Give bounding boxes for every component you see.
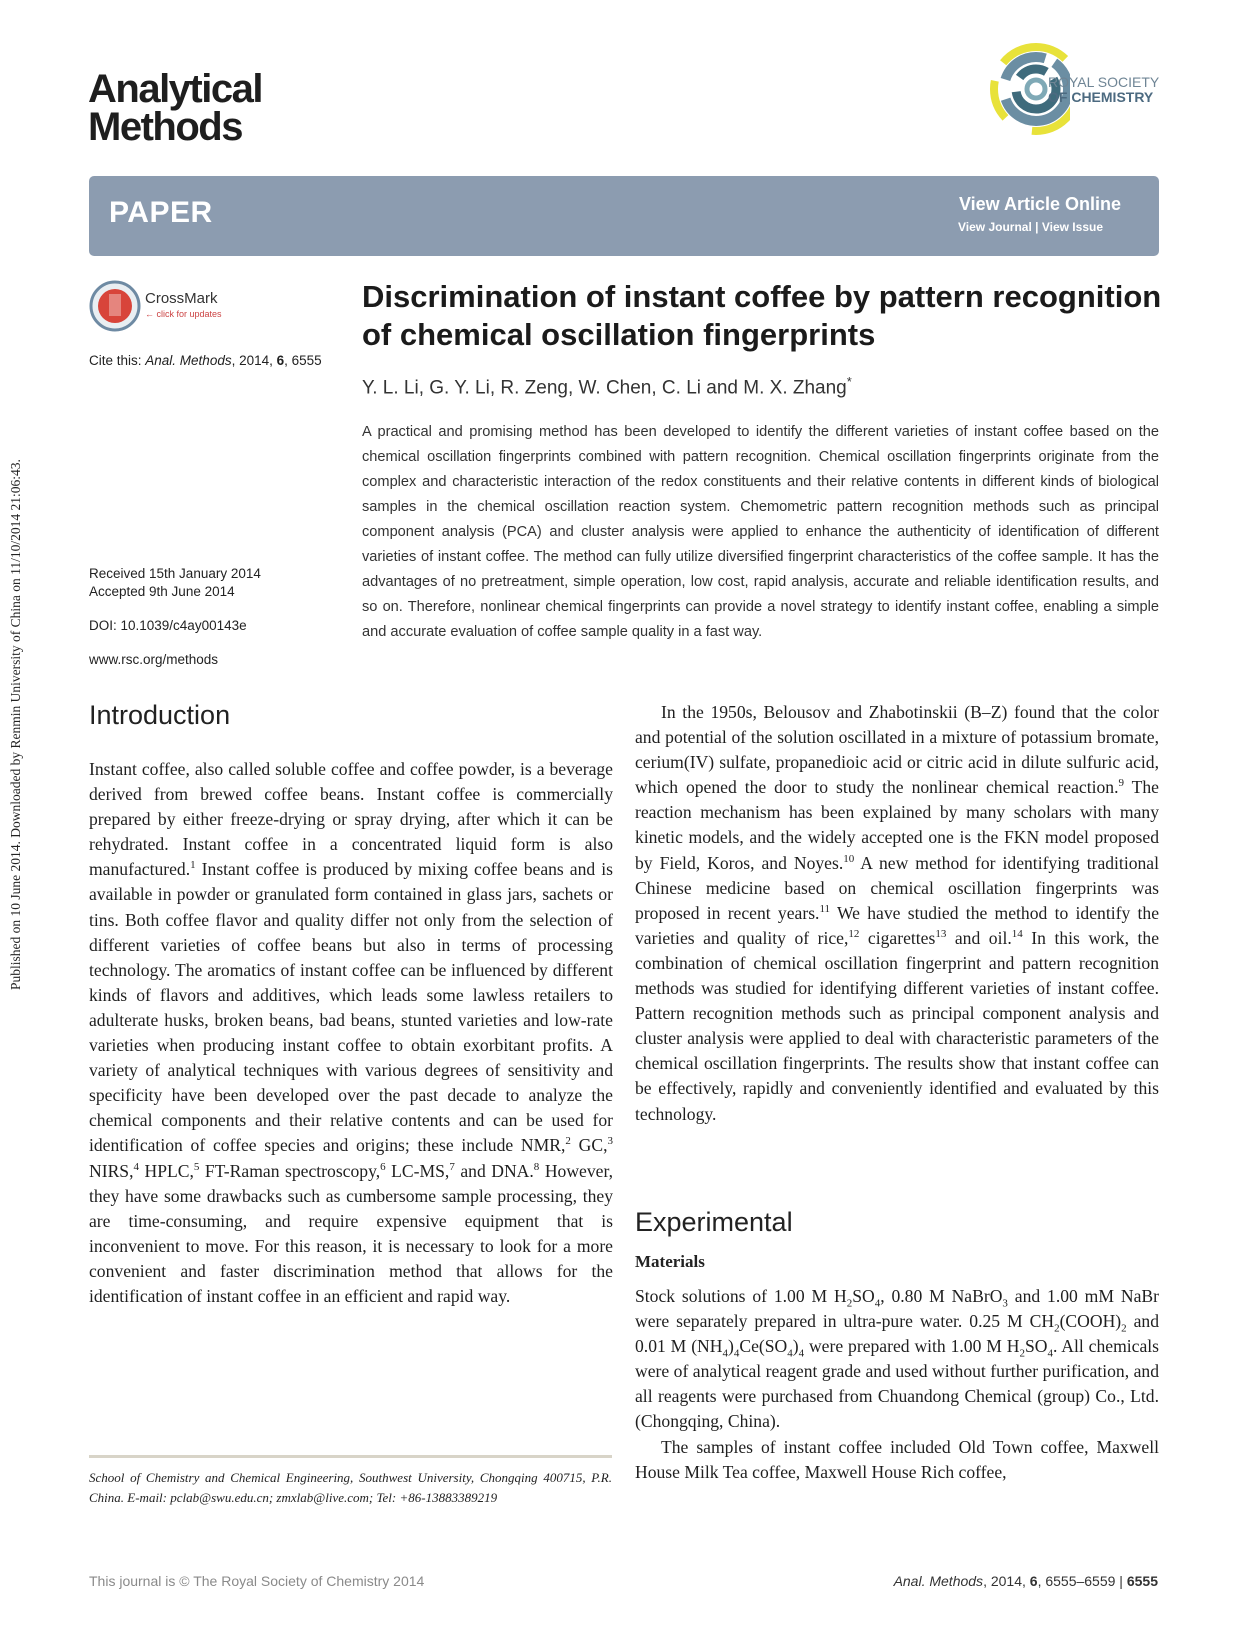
rsc-logo [990, 33, 1162, 145]
view-issue-link[interactable]: View Issue [1041, 220, 1103, 234]
citation: Cite this: Anal. Methods, 2014, 6, 6555 [89, 353, 322, 368]
view-links [958, 220, 1103, 234]
article-meta [89, 565, 261, 669]
accepted-date: Accepted 9th June 2014 [89, 584, 235, 599]
crossmark-icon [89, 280, 141, 332]
materials-body: Stock solutions of 1.00 M $H_2SO_4$, 0.80 M NaBrO$_3$ and 1.00 mM NaBr were separately prepared in ultra-pure water. 0.25 M $CH_2(COOH)_2$ and 0.01 M $(NH_4)_4Ce(SO_4)_4$ were prepared with 1.00 M $H_2SO_4$. All chemicals were of analytical reagent grade and used without further purification, and all reagents were purchased from Chuandong Chemical (group) Co., Ltd. (Chongqing, China). The samples of instant coffee included Old Town coffee, Maxwell House Milk Tea coffee, Maxwell House Rich coffee, [635, 1284, 1159, 1485]
introduction-body: Instant coffee, also called soluble coffee and coffee powder, is a beverage derived from brewed coffee beans. Instant coffee is commercially prepared by either freeze-drying or spray drying, after which it can be rehydrated. Instant coffee in a concentrated liquid form is also manufactured.$^1$ Instant coffee is produced by mixing coffee beans and is available in powder or granulated form contained in glass jars, sachets or tins. Both coffee flavor and quality differ not only from the selection of different varieties of coffee beans but also in terms of processing technology. The aromatics of instant coffee can be influenced by different kinds of flavors and additives, which leads some lawless retailers to adulterate husks, broken beans, bad beans, stunted varieties and low-rate varieties when producing instant coffee to obtain exorbitant profits. A variety of analytical techniques with various degrees of sensitivity and specificity have been developed over the past decade to analyze the chemical components and their relative contents and can be used for identification of coffee species and origins; these include NMR,$^2$ GC,$^3$ NIRS,$^4$ HPLC,$^5$ FT-Raman spectroscopy,$^6$ LC-MS,$^7$ and DNA.$^8$ However, they have some drawbacks such as cumbersome sample processing, they are time-consuming, and require expensive equipment that is inconvenient to move. For this reason, it is necessary to look for a more convenient and faster discrimination method that allows for the identification of instant coffee in an efficient and rapid way. [89, 759, 613, 1306]
abstract: A practical and promising method has been developed to identify the different varieties of instant coffee based on the chemical oscillation fingerprints combined with pattern recognition. Chemical oscillation fingerprints originate from the complex and characteristic interaction of the redox constituents and their relative contents in different kinds of biological samples in the chemical oscillation reaction system. Chemometric pattern recognition methods such as principal component analysis (PCA) and cluster analysis were applied to enhance the authenticity of identification of different varieties of instant coffee. The method can fully utilize diversified fingerprint characteristics of the coffee sample. It has the advantages of no pretreatment, simple operation, low cost, rapid analysis, accurate and reliable identification results, and so on. Therefore, nonlinear chemical fingerprints can provide a novel strategy to identify instant coffee, enabling a simple and accurate evaluation of coffee sample quality in a fast way. [362, 424, 1159, 640]
page-number: 6555 [1126, 1573, 1158, 1589]
background-paragraph: In the 1950s, Belousov and Zhabotinskii (B–Z) found that the color and potential of the solution oscillated in a mixture of potassium bromate, cerium(IV) sulfate, propanedioic acid or citric acid in dilute sulfuric acid, which opened the door to study the nonlinear chemical reaction.$^9$ The reaction mechanism has been explained by many scholars with many kinetic models, and the widely accepted one is the FKN model proposed by Field, Koros, and Noyes.$^{10}$ A new method for identifying traditional Chinese medicine based on chemical oscillation fingerprints was proposed in recent years.$^{11}$ We have studied the method to identify the varieties and quality of rice,$^{12}$ cigarettes$^{13}$ and oil.$^{14}$ In this work, the combination of chemical oscillation fingerprint and pattern recognition methods was studied for identifying different varieties of instant coffee. Pattern recognition methods such as principal component analysis and cluster analysis were applied to deal with characteristic parameters of the chemical oscillation fingerprints. The results show that instant coffee can be effectively, rapidly and conveniently identified and evaluated by this technology. [635, 702, 1160, 1124]
affiliation-footnote: School of Chemistry and Chemical Engineering, Southwest University, Chongqing 400715, P.R. China. E-mail: pclab@swu.edu.cn; zmxlab@live.com; Tel: +86-13883389219 [89, 1470, 612, 1505]
article-type-label: PAPER [109, 196, 213, 229]
page-footer: Anal. Methods, 2014, 6, 6555–6559 | 6555 [893, 1573, 1158, 1589]
publisher-line2: OF CHEMISTRY [1048, 89, 1154, 105]
journal-url-link[interactable]: www.rsc.org/methods [89, 652, 219, 667]
view-journal-link[interactable]: View Journal [958, 220, 1032, 234]
copyright-footer: This journal is © The Royal Society of Chemistry 2014 [89, 1573, 425, 1589]
received-date: Received 15th January 2014 [89, 566, 261, 581]
crossmark-badge[interactable] [89, 280, 239, 334]
article-banner [89, 176, 1159, 256]
crossmark-sublabel: ← click for updates [145, 309, 222, 319]
link-separator: | [1031, 220, 1042, 234]
crossmark-label: CrossMark [145, 290, 218, 307]
materials-heading: Materials [635, 1252, 705, 1271]
publisher-line1: ROYAL SOCIETY [1048, 74, 1160, 90]
journal-logo [88, 67, 262, 149]
view-article-online-link[interactable]: View Article Online [958, 194, 1121, 214]
samples-paragraph: The samples of instant coffee included Old Town coffee, Maxwell House Milk Tea coffee, Maxwell House Rich coffee, [635, 1436, 1159, 1482]
footnote-divider [89, 1455, 612, 1458]
article-title: Discrimination of instant coffee by pattern recognition of chemical oscillation fingerprints [362, 279, 1162, 352]
doi: DOI: 10.1039/c4ay00143e [89, 618, 247, 633]
journal-name-line2: Methods [88, 105, 242, 149]
journal-name-line1: Analytical [88, 67, 262, 111]
introduction-heading: Introduction [89, 700, 231, 730]
experimental-heading: Experimental [635, 1207, 793, 1237]
author-list: Y. L. Li, G. Y. Li, R. Zeng, W. Chen, C. Li and M. X. Zhang* [362, 374, 852, 399]
download-stamp: Published on 10 June 2014. Downloaded by Renmin University of China on 11/10/2014 21:06:43. [8, 459, 23, 990]
